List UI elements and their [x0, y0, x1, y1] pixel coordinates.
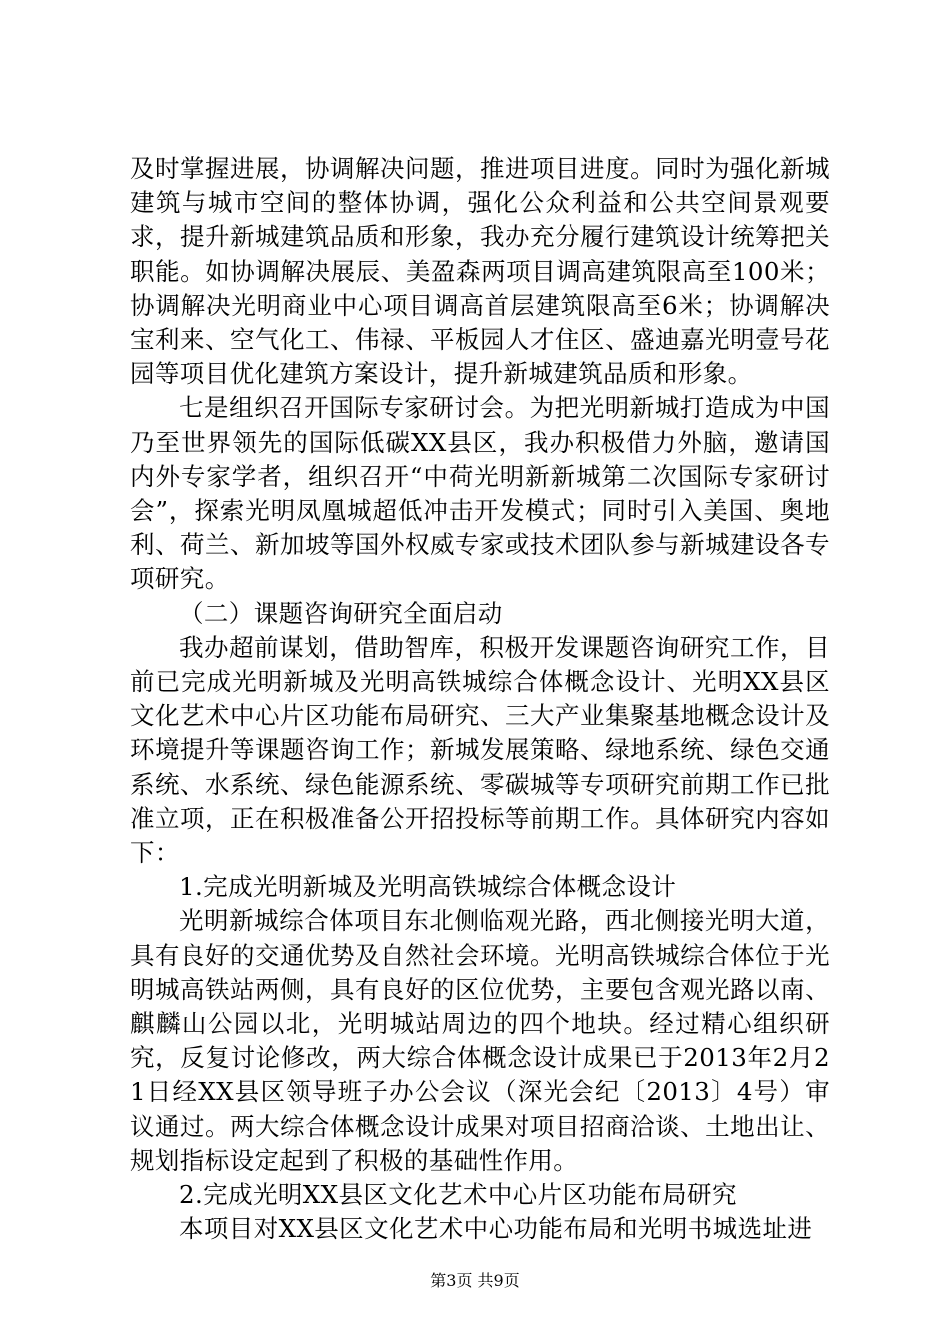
paragraph-continuation: 及时掌握进展，协调解决问题，推进项目进度。同时为强化新城建筑与城市空间的整体协调，强化公众利益和公共空间景观要求，提升新城建筑品质和形象，我办充分履行建筑设计统筹把关职能。如协调解决展辰、美盈森两项目调高建筑限高至100米；协调解决光明商业中心项目调高首层建筑限高至6米；协调解决宝利来、空气化工、伟禄、平板园人才住区、盛迪嘉光明壹号花园等项目优化建筑方案设计，提升新城建筑品质和形象。 — [130, 154, 830, 389]
paragraph-expert-seminar: 七是组织召开国际专家研讨会。为把光明新城打造成为中国乃至世界领先的国际低碳XX县区，我办积极借力外脑，邀请国内外专家学者，组织召开“中荷光明新新城第二次国际专家研讨会”，探索光明凤凰城超低冲击开发模式；同时引入美国、奥地利、荷兰、新加坡等国外权威专家或技术团队参与新城建设各专项研究。 — [130, 393, 830, 594]
subheading-culture-center: 2.完成光明XX县区文化艺术中心片区功能布局研究 — [179, 1180, 737, 1210]
paragraph-concept-design: 光明新城综合体项目东北侧临观光路，西北侧接光明大道，具有良好的交通优势及自然社会环境。光明高铁城综合体位于光明城高铁站两侧，具有良好的区位优势，主要包含观光路以南、麒麟山公园以北，光明城站周边的四个地块。经过精心组织研究，反复讨论修改，两大综合体概念设计成果已于2013年2月21日经XX县区领导班子办公会议（深光会纪〔2013〕4号）审议通过。两大综合体概念设计成果对项目招商洽谈、土地出让、规划指标设定起到了积极的基础性作用。 — [130, 906, 830, 1175]
document-body — [130, 152, 830, 1247]
subheading-concept-design: 1.完成光明新城及光明高铁城综合体概念设计 — [179, 872, 677, 902]
paragraph-culture-center: 本项目对XX县区文化艺术中心功能布局和光明书城选址进 — [179, 1214, 813, 1244]
page-number-footer: 第3页 共9页 — [430, 1271, 520, 1290]
section-heading-research: （二）课题咨询研究全面启动 — [179, 598, 503, 628]
paragraph-research-overview: 我办超前谋划，借助智库，积极开发课题咨询研究工作，目前已完成光明新城及光明高铁城综合体概念设计、光明XX县区文化艺术中心片区功能布局研究、三大产业集聚基地概念设计及环境提升等课题咨询工作；新城发展策略、绿地系统、绿色交通系统、水系统、绿色能源系统、零碳城等专项研究前期工作已批准立项，正在积极准备公开招投标等前期工作。具体研究内容如下： — [130, 632, 830, 868]
